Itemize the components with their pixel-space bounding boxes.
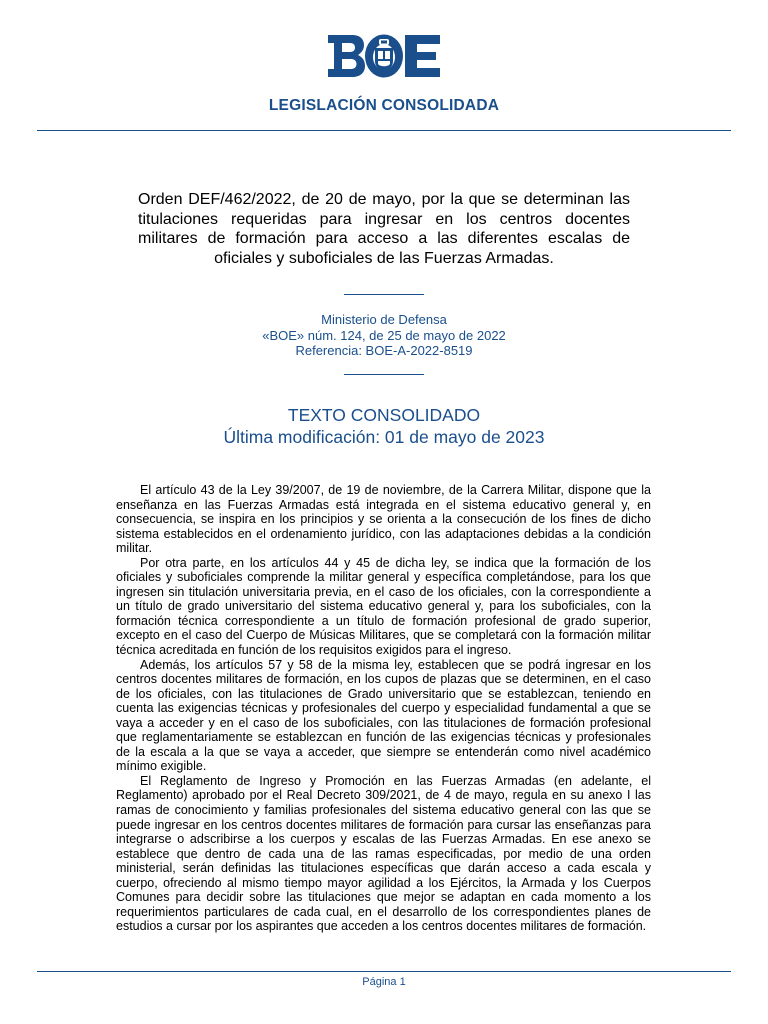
last-modified: Última modificación: 01 de mayo de 2023	[223, 427, 545, 447]
paragraph: El Reglamento de Ingreso y Promoción en las Fuerzas Armadas (en adelante, el Reglamento) aprobado por el Real Decreto 309/2021, de 4 de mayo, regula en su anexo I las ramas de conocimiento y familias profesionales del sistema educativo general con las que se puede ingresar en los centros docentes militares de formación para cursar las enseñanzas para integrarse o adscribirse a los cuerpos y escalas de las Fuerzas Armadas. En ese anexo se establece que dentro de cada una de las ramas especificadas, por medio de una orden ministerial, serán definidas las titulaciones específicas que darán acceso a cada escala y cuerpo, ofreciendo al mismo tiempo mayor agilidad a los Ejércitos, la Armada y los Cuerpos Comunes para decidir sobre las titulaciones que mejor se adaptan en cada momento a los requerimientos particulares de cada cual, en el desarrollo de los correspondientes planes de estudios a cursar por los aspirantes que acceden a los centros docentes militares de formación.	[116, 773, 651, 934]
ministry: Ministerio de Defensa	[321, 312, 447, 327]
boe-reference: «BOE» núm. 124, de 25 de mayo de 2022	[262, 327, 506, 343]
consolidated-heading-block	[0, 404, 768, 448]
document-reference: Referencia: BOE-A-2022-8519	[295, 343, 473, 358]
consolidated-heading: TEXTO CONSOLIDADO	[287, 405, 481, 425]
paragraph: Por otra parte, en los artículos 44 y 45 de dicha ley, se indica que la formación de los oficiales y suboficiales comprende la militar general y específica completándose, para los que ingresen sin titulación universitaria previa, en el caso de los oficiales, con la correspondiente a un título de grado universitario del sistema educativo general y, para los suboficiales, con la formación técnica correspondiente a un título de formación profesional de grado superior, excepto en el caso del Cuerpo de Músicas Militares, que se completará con la formación militar técnica acreditada en función de los requisitos exigidos para el ingreso.	[116, 555, 651, 658]
short-divider-bottom	[344, 374, 424, 375]
header-title: LEGISLACIÓN CONSOLIDADA	[268, 97, 500, 114]
header-divider	[37, 130, 731, 131]
footer-divider	[37, 971, 731, 972]
paragraph: El artículo 43 de la Ley 39/2007, de 19 de noviembre, de la Carrera Militar, dispone que la enseñanza en las Fuerzas Armadas está integrada en el sistema educativo general y, en consecuencia, se inspira en los principios y se orienta a la consecución de los fines de dicho sistema establecidos en el ordenamiento jurídico, con las adaptaciones debidas a la condición militar.	[116, 483, 651, 556]
paragraph: Además, los artículos 57 y 58 de la misma ley, establecen que se podrá ingresar en los centros docentes militares de formación, en los cupos de plazas que se determinen, en el caso de los oficiales, con las titulaciones de Grado universitario que se establezcan, teniendo en cuenta las exigencias técnicas y profesionales del cuerpo y especialidad fundamental a que se vaya a acceder y en el caso de los suboficiales, con las titulaciones de formación profesional que reglamentariamente se establezcan en función de las exigencias técnicas y profesionales de la escala a la que se vaya a acceder, que siempre se entenderán como nivel académico mínimo exigible.	[116, 657, 651, 774]
document-metadata	[0, 312, 768, 359]
boe-logo	[328, 33, 440, 79]
body-text	[116, 483, 651, 934]
short-divider-top	[344, 294, 424, 295]
document-title: Orden DEF/462/2022, de 20 de mayo, por la que se determinan las titulaciones requeridas para ingresar en los centros docentes militares de formación para acceso a las diferentes escalas de oficiales y suboficiales de las Fuerzas Armadas.	[138, 191, 630, 267]
page-number: Página 1	[362, 976, 406, 988]
boe-logo-graphic	[328, 33, 440, 79]
